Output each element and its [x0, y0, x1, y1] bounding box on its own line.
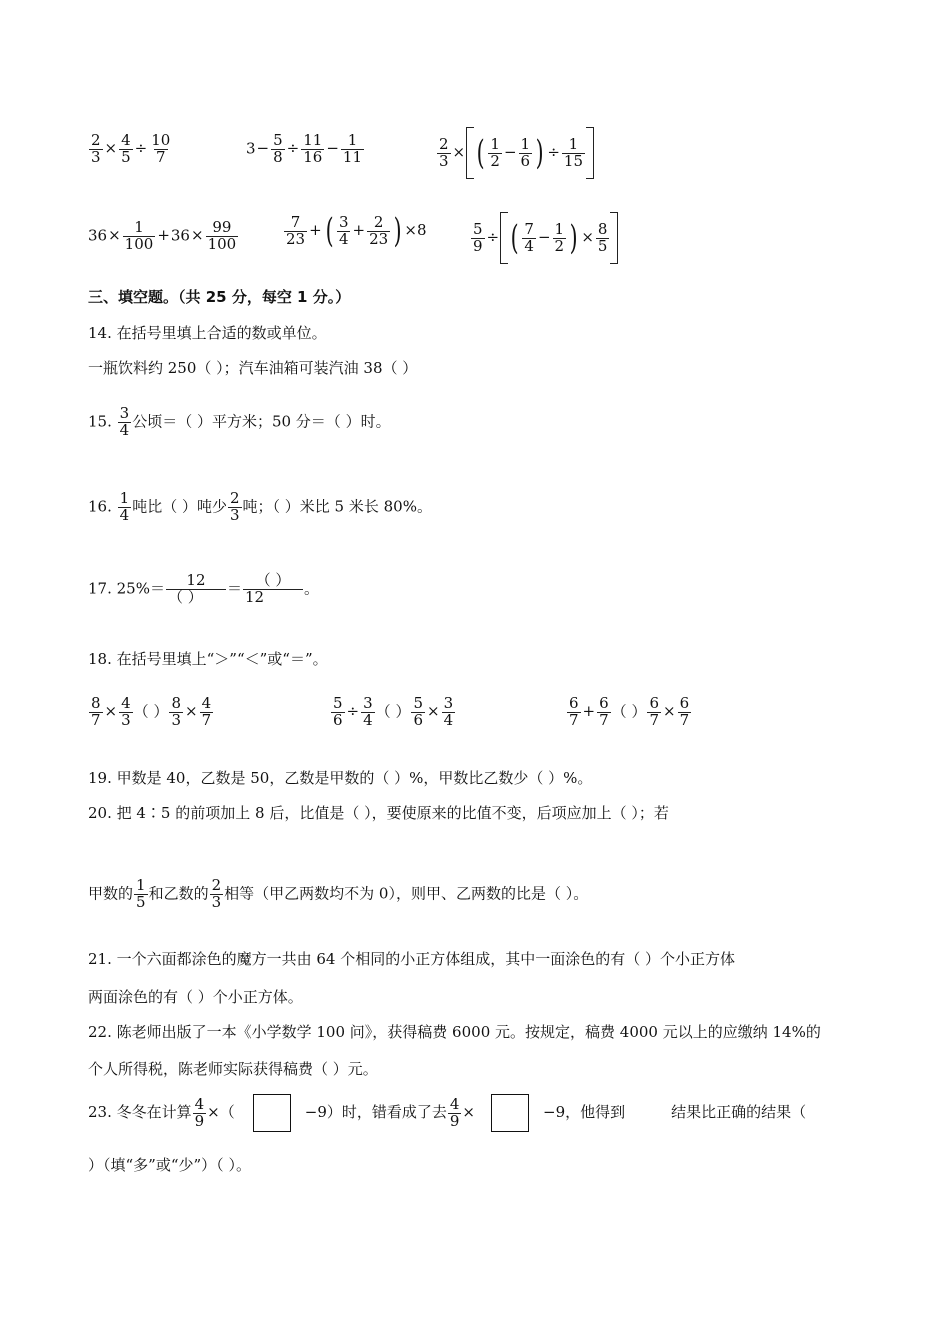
fraction: $\frac{6}{7}$ — [599, 694, 609, 729]
answer-box[interactable] — [491, 1094, 529, 1132]
question-20-line-1: 20. 把 4∶5 的前项加上 8 后，比值是（ ），要使原来的比值不变，后项应加上（ ）；若 — [88, 804, 669, 822]
question-14-line: 一瓶饮料约 250（ ）；汽车油箱可装汽油 38（ ） — [88, 359, 418, 377]
fraction: $\frac{1}{15}$ — [563, 134, 583, 170]
right-bracket — [610, 212, 618, 264]
left-paren: ( — [476, 133, 485, 173]
question-21-line-2: 两面涂色的有（ ）个小正方体。 — [88, 988, 303, 1006]
fraction: $\frac{4}{3}$ — [121, 694, 131, 729]
fraction: $\frac{4}{5}$ — [121, 131, 131, 166]
question-21-line-1: 21. 一个六面都涂色的魔方一共由 64 个相同的小正方体组成，其中一面涂色的有（ ）个小正方体 — [88, 950, 736, 968]
fraction: $\frac{5}{9}$ — [473, 219, 483, 255]
calc-expr-1: $\frac{2}{3}$ × $\frac{4}{5}$ ÷ $\frac{10}{7}$ — [91, 131, 171, 166]
question-15: 15. $\frac{3}{4}$ 公顷＝（ ）平方米；50 分＝（ ）时。 — [88, 404, 391, 439]
fraction: $\frac{2}{3}$ — [211, 876, 222, 911]
fraction: $\frac{2}{3}$ — [229, 489, 240, 524]
fraction: $\frac{7}{4}$ — [524, 219, 534, 255]
fraction: $\frac{99}{100}$ — [207, 218, 237, 253]
fraction: $\frac{5}{8}$ — [273, 131, 283, 166]
fraction: $\frac{11}{16}$ — [303, 131, 323, 166]
question-22-line-2: 个人所得税，陈老师实际获得稿费（ ）元。 — [88, 1060, 378, 1078]
fraction: $\frac{4}{9}$ — [194, 1094, 205, 1130]
fraction: $\frac{6}{7}$ — [569, 694, 579, 729]
fraction: $\frac{4}{7}$ — [201, 694, 212, 729]
section-title: 三、填空题。（共 25 分，每空 1 分。） — [88, 288, 351, 306]
right-bracket — [586, 127, 594, 179]
fraction: $\frac{8}{5}$ — [597, 219, 608, 255]
question-16: 16. $\frac{1}{4}$ 吨比（ ）吨少 $\frac{2}{3}$ 吨；（ ）米比 5 米长 80%。 — [88, 489, 432, 524]
calc-expr-4: 36× $\frac{1}{100}$ +36× $\frac{99}{100}$ — [88, 218, 237, 253]
fraction: $\frac{1}{2}$ — [554, 219, 565, 255]
calc-expr-5: $\frac{7}{23}$ + ( $\frac{3}{4}$ + $\frac{2}{23}$ ) ×8 — [286, 211, 427, 251]
fraction: $\frac{2}{3}$ — [439, 134, 449, 170]
fraction: $\frac{10}{7}$ — [151, 131, 171, 166]
fraction: $\frac{1}{100}$ — [124, 218, 154, 253]
fraction: $\frac{1}{11}$ — [342, 131, 363, 166]
question-14-title: 14. 在括号里填上合适的数或单位。 — [88, 324, 327, 342]
left-bracket — [466, 127, 474, 179]
calc-expr-3: $\frac{2}{3}$ × ( $\frac{1}{2}$ − $\frac{1}{6}$ ) ÷ $\frac{1}{15}$ — [436, 127, 594, 179]
right-paren: ) — [569, 218, 578, 258]
left-paren: ( — [510, 218, 519, 258]
fraction: $\frac{1}{6}$ — [520, 134, 531, 170]
fraction: $\frac{( )}{12}$ — [243, 573, 303, 606]
question-18-title: 18. 在括号里填上“＞”“＜”或“＝”。 — [88, 650, 328, 668]
calc-expr-2: 3− $\frac{5}{8}$ ÷ $\frac{11}{16}$ − $\frac{1}{11}$ — [246, 131, 363, 166]
question-20-line-2: 甲数的 $\frac{1}{5}$ 和乙数的 $\frac{2}{3}$ 相等（甲乙两数均不为 0），则甲、乙两数的比是（ ）。 — [88, 876, 589, 911]
fraction: $\frac{1}{2}$ — [490, 134, 500, 170]
fraction: $\frac{3}{4}$ — [443, 694, 454, 729]
question-23-line-1: 23. 冬冬在计算 $\frac{4}{9}$ ×（ −9）时，错看成了去 $\frac{4}{9}$ × −9，他得到 结果比正确的结果（ — [88, 1094, 806, 1132]
fraction: $\frac{6}{7}$ — [649, 694, 659, 729]
left-bracket — [500, 212, 508, 264]
right-paren: ) — [393, 211, 402, 251]
fraction: $\frac{3}{4}$ — [119, 404, 130, 439]
fraction: $\frac{6}{7}$ — [679, 694, 690, 729]
fraction: $\frac{5}{6}$ — [413, 694, 423, 729]
fraction: $\frac{4}{9}$ — [449, 1094, 460, 1130]
question-18-pair-2: $\frac{5}{6}$ ÷ $\frac{3}{4}$ （ ） $\frac{5}{6}$ × $\frac{3}{4}$ — [333, 694, 454, 729]
fraction: $\frac{7}{23}$ — [286, 212, 306, 248]
answer-box[interactable] — [253, 1094, 291, 1132]
right-paren: ) — [535, 133, 544, 173]
fraction: $\frac{2}{3}$ — [91, 131, 101, 166]
question-19: 19. 甲数是 40，乙数是 50，乙数是甲数的（ ）%，甲数比乙数少（ ）%。 — [88, 769, 593, 787]
fraction: $\frac{8}{7}$ — [91, 694, 101, 729]
question-17: 17. 25%＝ $\frac{12}{( )}$ ＝ $\frac{( )}{12}$ 。 — [88, 571, 319, 606]
fraction: $\frac{2}{23}$ — [369, 212, 389, 248]
question-23-line-2: ）（填“多”或“少”）（ ）。 — [88, 1156, 251, 1174]
question-22-line-1: 22. 陈老师出版了一本《小学数学 100 问》，获得稿费 6000 元。按规定，稿费 4000 元以上的应缴纳 14%的 — [88, 1023, 821, 1041]
question-18-pair-1: $\frac{8}{7}$ × $\frac{4}{3}$ （ ） $\frac{8}{3}$ × $\frac{4}{7}$ — [91, 694, 212, 729]
fraction: $\frac{3}{4}$ — [363, 694, 373, 729]
fraction: $\frac{1}{4}$ — [119, 489, 130, 524]
question-18-pair-3: $\frac{6}{7}$ + $\frac{6}{7}$ （ ） $\frac{6}{7}$ × $\frac{6}{7}$ — [569, 694, 690, 729]
fraction: $\frac{5}{6}$ — [333, 694, 343, 729]
fraction: $\frac{3}{4}$ — [338, 212, 349, 248]
fraction: $\frac{12}{( )}$ — [166, 573, 226, 606]
calc-expr-6: $\frac{5}{9}$ ÷ ( $\frac{7}{4}$ − $\frac{1}{2}$ ) × $\frac{8}{5}$ — [470, 212, 618, 264]
fraction: $\frac{1}{5}$ — [136, 876, 146, 911]
fraction: $\frac{8}{3}$ — [171, 694, 181, 729]
left-paren: ( — [325, 211, 334, 251]
